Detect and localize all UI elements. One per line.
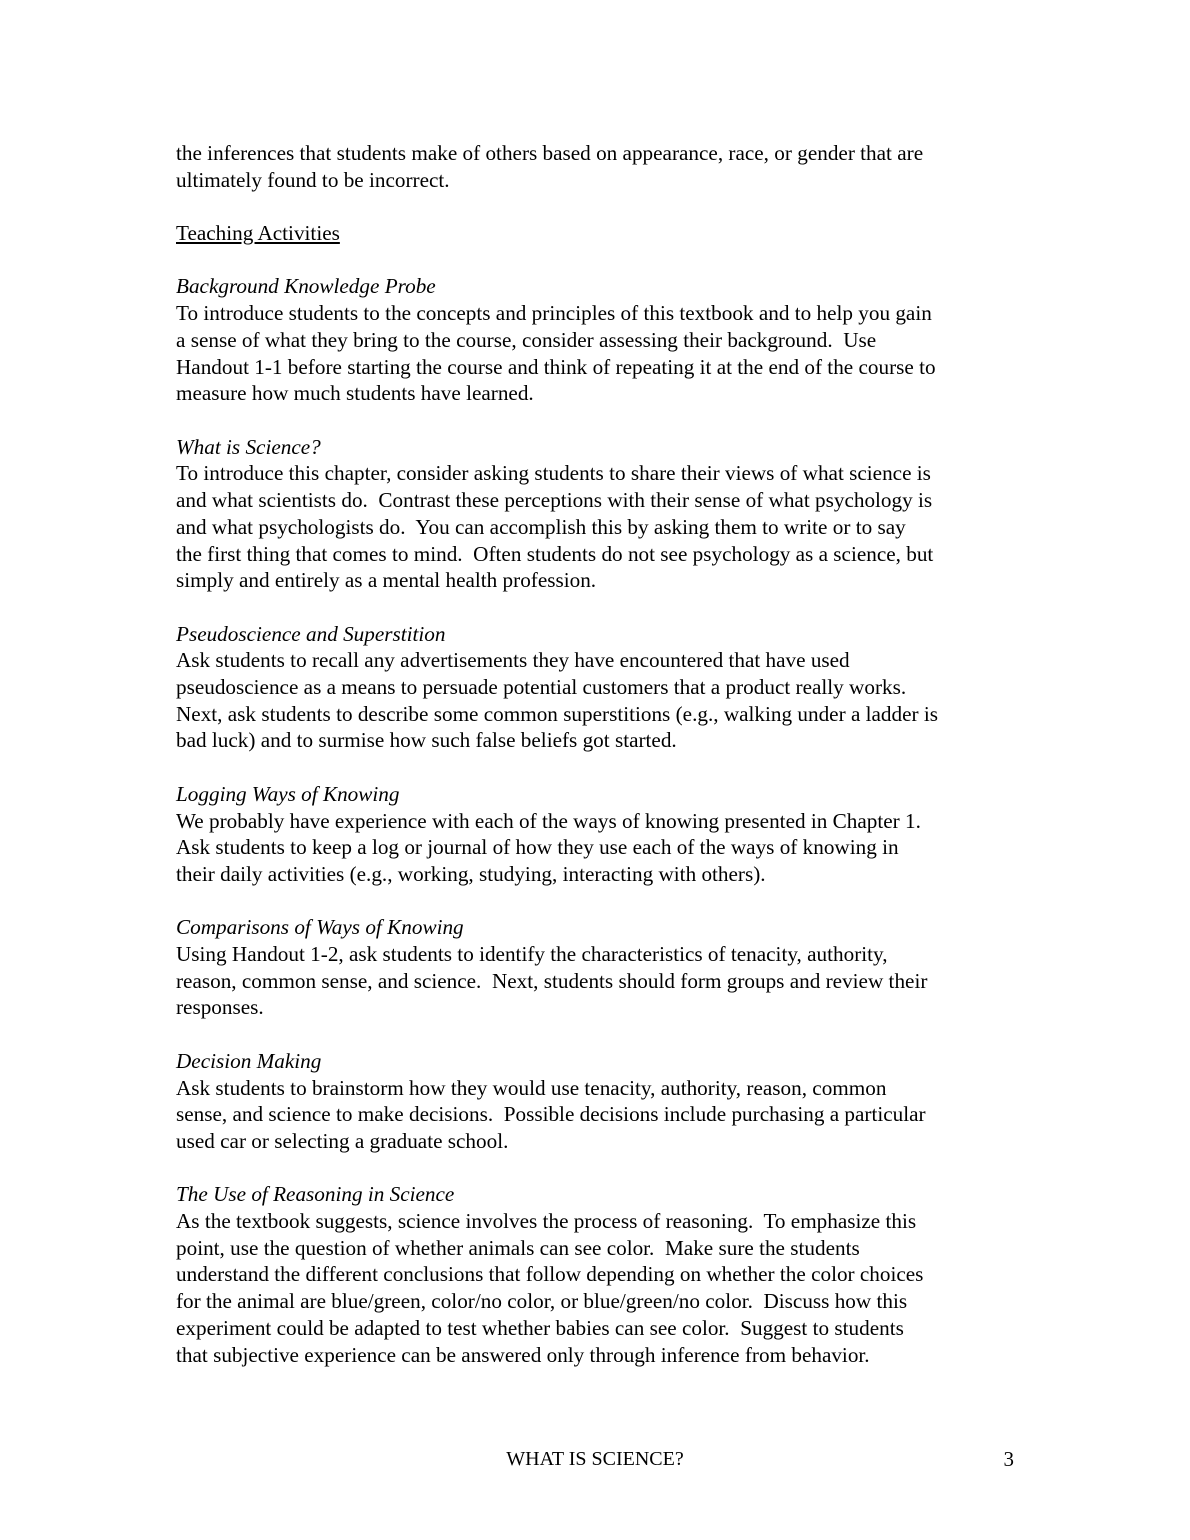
page-body (176, 140, 1026, 1368)
intro-continuation-paragraph: the inferences that students make of others based on appearance, race, or gender that are ultimately found to be incorrect. (176, 141, 924, 192)
activity-title: The Use of Reasoning in Science (176, 1182, 455, 1207)
paragraph-spacer (176, 407, 1026, 434)
paragraph-spacer (176, 594, 1026, 621)
activity-body: Using Handout 1-2, ask students to identify the characteristics of tenacity, authority, reason, common sense, and science. Next, students should form groups and review their responses. (176, 942, 928, 1020)
activity-logging-ways-of-knowing (176, 781, 1026, 888)
activity-comparisons-of-ways-of-knowing (176, 914, 1026, 1021)
section-heading-teaching-activities: Teaching Activities (176, 221, 340, 246)
activity-body: As the textbook suggests, science involves the process of reasoning. To emphasize this point, use the question of whether animals can see color. Make sure the students understand the different conclusions that follow depending on whether the color choices for the animal are blue/green, color/no color, or blue/green/no color. Discuss how this experiment could be adapted to test whether babies can see color. Suggest to students that subjective experience can be answered only through inference from behavior. (176, 1209, 924, 1367)
paragraph-spacer (176, 1155, 1026, 1182)
activity-pseudoscience-and-superstition (176, 621, 1026, 755)
activity-what-is-science (176, 434, 1026, 594)
activity-background-knowledge-probe (176, 273, 1026, 407)
activity-title: Pseudoscience and Superstition (176, 621, 446, 646)
activity-decision-making (176, 1048, 1026, 1155)
activity-body: Ask students to brainstorm how they would use tenacity, authority, reason, common sense, and science to make decisions. Possible decisions include purchasing a particular used car or selecting a graduate school. (176, 1075, 926, 1153)
running-title-text: WHAT IS SCIENCE? (506, 1448, 684, 1470)
page-number: 3 (1003, 1447, 1014, 1471)
paragraph-spacer (176, 1021, 1026, 1048)
activity-title: Comparisons of Ways of Knowing (176, 915, 464, 940)
paragraph-spacer (176, 247, 1026, 274)
activity-title: Background Knowledge Probe (176, 274, 436, 299)
activity-title: Logging Ways of Knowing (176, 781, 400, 806)
activity-use-of-reasoning-in-science (176, 1181, 1026, 1368)
paragraph-spacer (176, 193, 1026, 220)
activity-body: We probably have experience with each of the ways of knowing presented in Chapter 1. Ask students to keep a log or journal of how they use each of the ways of knowing in their daily activities (e.g., working, studying, interacting with others). (176, 808, 921, 886)
activity-body: To introduce this chapter, consider asking students to share their views of what science is and what scientists do. Contrast these perceptions with their sense of what psychology is and what psychologists do. You can accomplish this by asking them to write or to say the first thing that comes to mind. Often students do not see psychology as a science, but simply and entirely as a mental health profession. (176, 461, 934, 593)
paragraph-spacer (176, 888, 1026, 915)
activity-title: Decision Making (176, 1048, 322, 1073)
activity-title: What is Science? (176, 434, 321, 459)
activity-body: Ask students to recall any advertisements they have encountered that have used pseudoscience as a means to persuade potential customers that a product really works. Next, ask students to describe some common superstitions (e.g., walking under a ladder is bad luck) and to surmise how such false beliefs got started. (176, 648, 939, 753)
activity-body: To introduce students to the concepts and principles of this textbook and to help you gain a sense of what they bring to the course, consider assessing their background. Use Handout 1-1 before starting the course and think of repeating it at the end of the course to measure how much students have learned. (176, 301, 936, 406)
paragraph-spacer (176, 754, 1026, 781)
